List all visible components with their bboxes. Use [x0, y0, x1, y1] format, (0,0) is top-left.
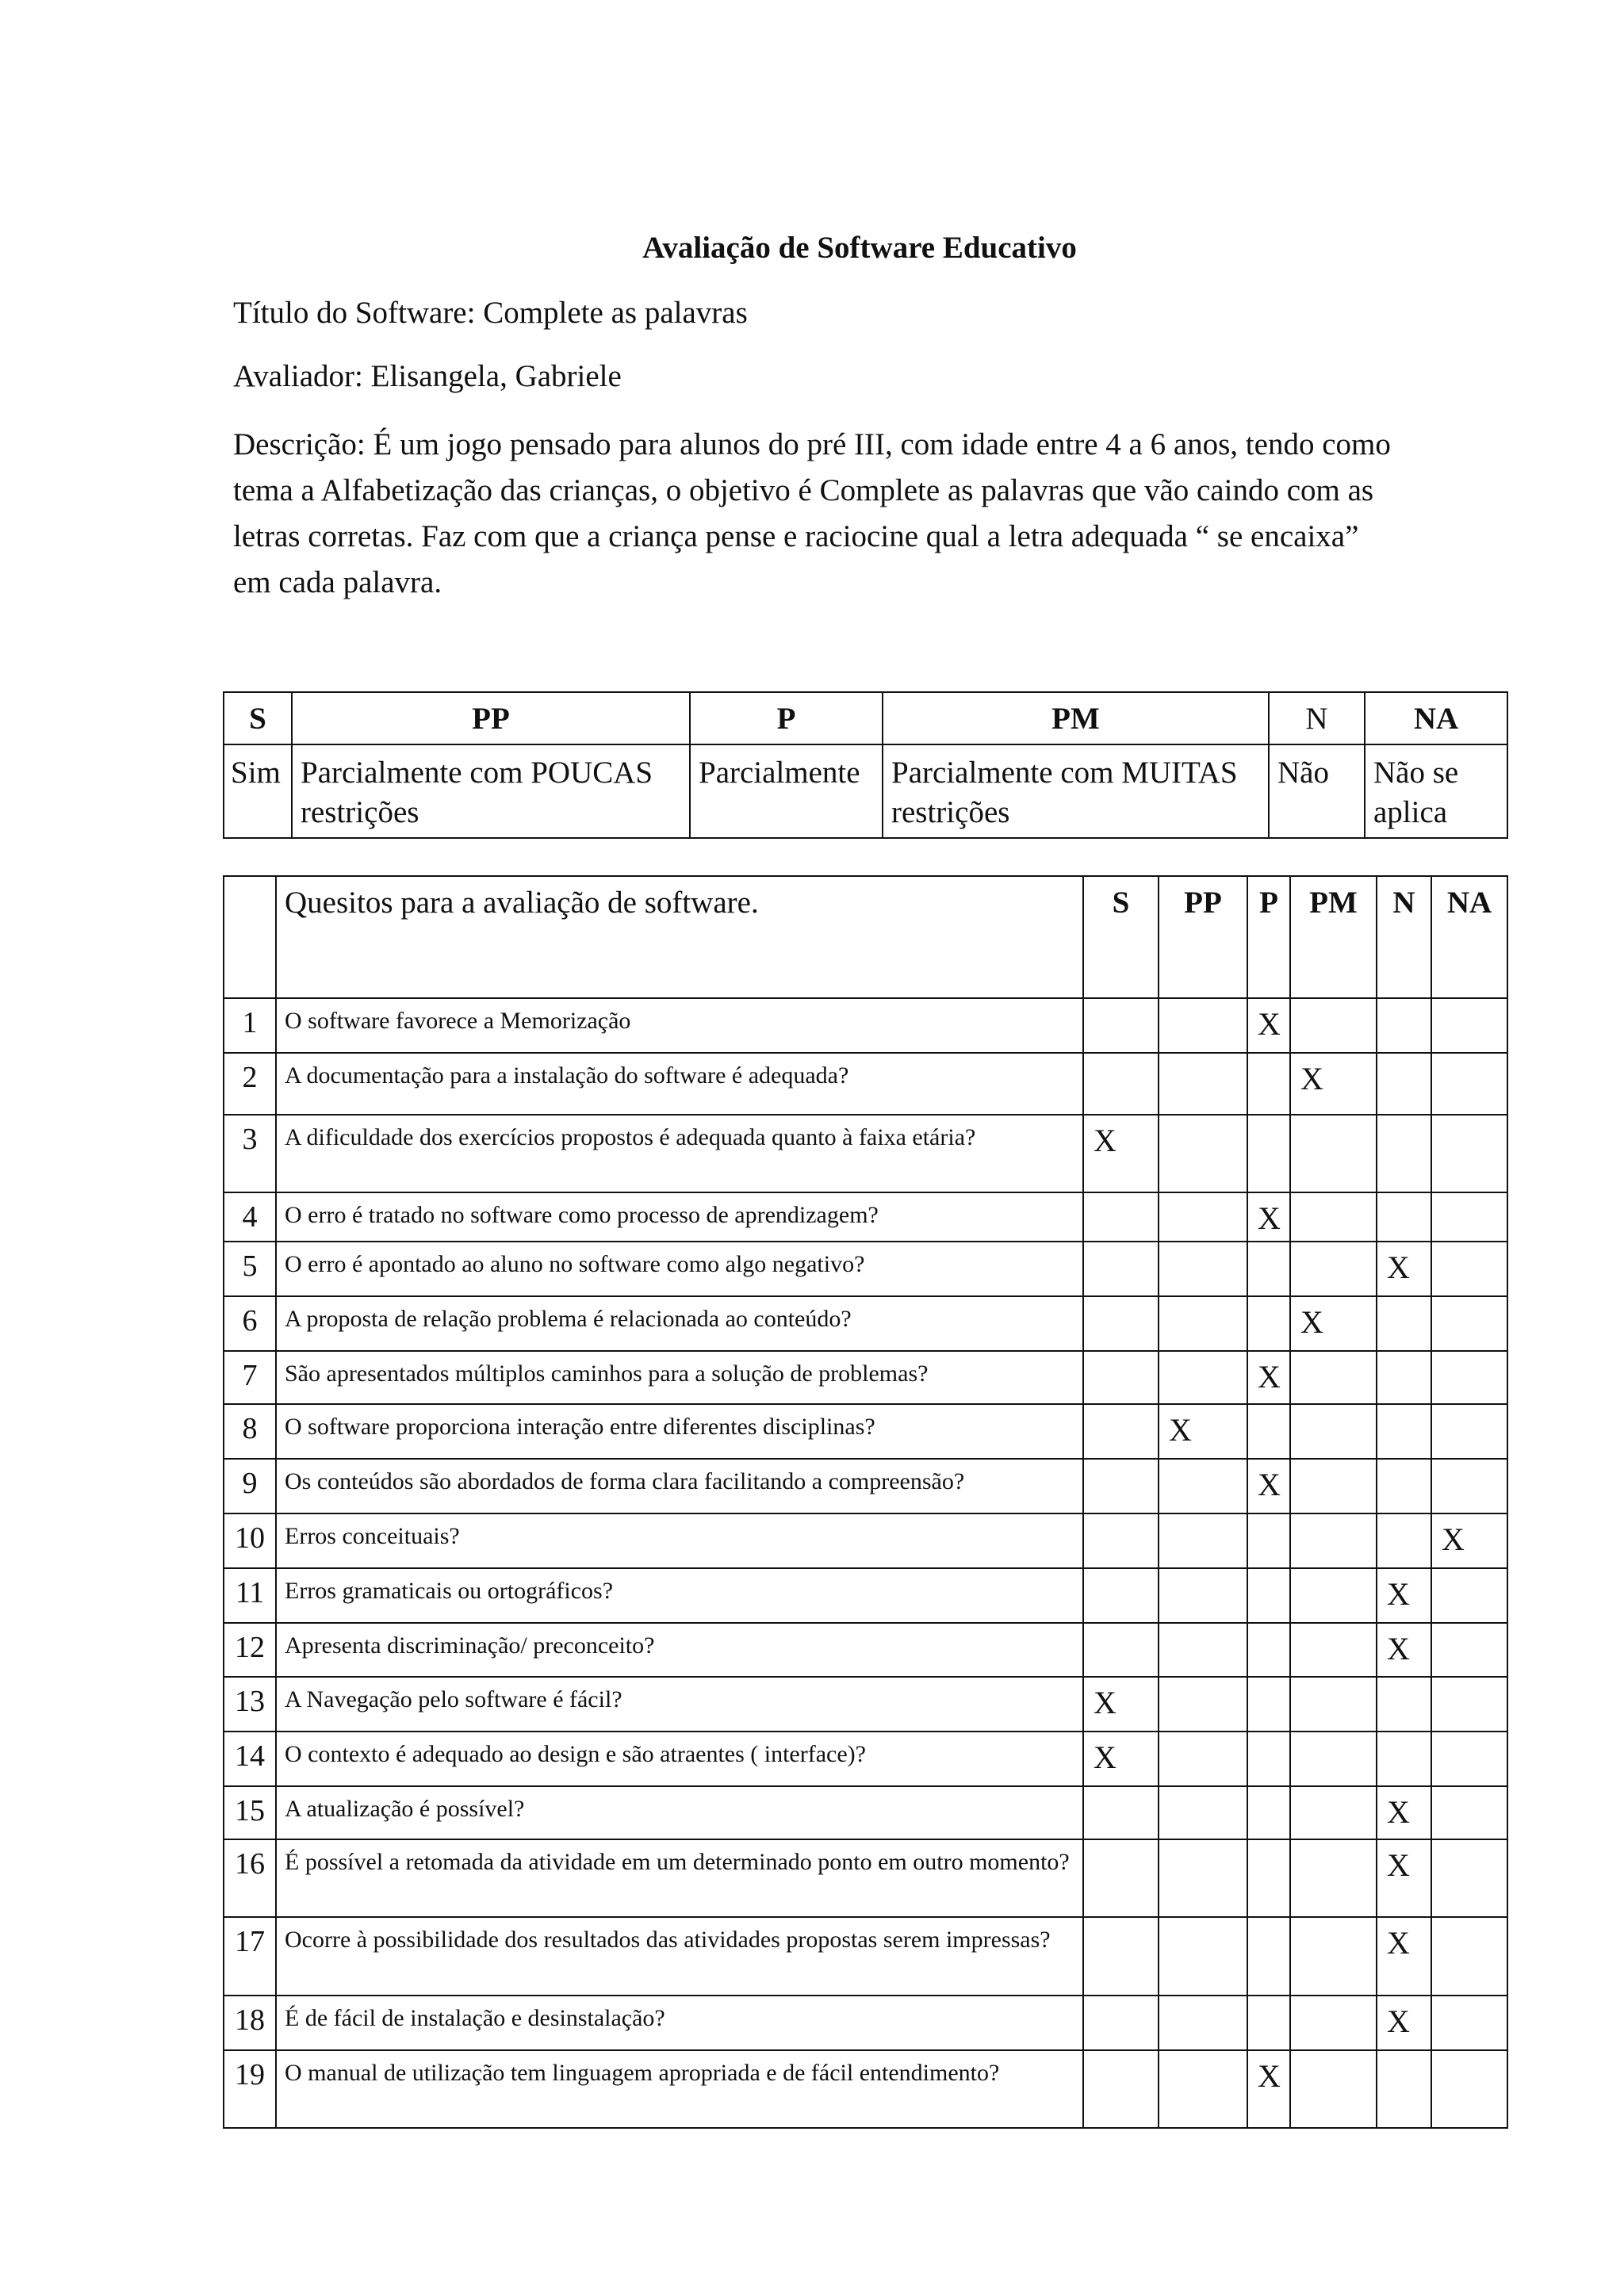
- description-line: em cada palavra.: [233, 565, 442, 599]
- legend-table: [223, 691, 1508, 839]
- rating-cell-p: [1247, 1732, 1290, 1786]
- rating-cell-n: [1377, 1459, 1431, 1513]
- question-number: 7: [224, 1351, 276, 1404]
- table-row: [224, 2050, 1507, 2128]
- rating-cell-pm: [1290, 1242, 1377, 1296]
- question-number: 6: [224, 1296, 276, 1351]
- rating-cell-s: X: [1083, 1732, 1159, 1786]
- table-row: [224, 1623, 1507, 1677]
- rating-cell-pp: [1159, 1115, 1247, 1192]
- rating-cell-n: X: [1377, 1242, 1431, 1296]
- evaluator: Avaliador: Elisangela, Gabriele: [233, 359, 622, 393]
- rating-cell-pp: [1159, 998, 1247, 1053]
- rating-cell-na: [1431, 1786, 1507, 1839]
- rating-cell-na: [1431, 2050, 1507, 2128]
- table-row: [224, 1917, 1507, 1996]
- rating-cell-s: [1083, 1296, 1159, 1351]
- rating-cell-s: [1083, 1917, 1159, 1996]
- legend-code: NA: [1365, 692, 1507, 744]
- rating-cell-na: [1431, 1115, 1507, 1192]
- rating-cell-pp: [1159, 1242, 1247, 1296]
- rating-header-pm: PM: [1290, 876, 1377, 998]
- question-text: O software proporciona interação entre diferentes disciplinas?: [276, 1404, 1083, 1459]
- rating-cell-pm: [1290, 1786, 1377, 1839]
- rating-cell-pm: [1290, 1732, 1377, 1786]
- rating-cell-pp: [1159, 1786, 1247, 1839]
- legend-meaning: Parcialmente com MUITAS restrições: [883, 744, 1269, 838]
- rating-cell-p: X: [1247, 1351, 1290, 1404]
- legend-meaning: Parcialmente com POUCAS restrições: [292, 744, 690, 838]
- table-row: [224, 1513, 1507, 1568]
- rating-cell-pm: [1290, 1917, 1377, 1996]
- rating-cell-p: X: [1247, 998, 1290, 1053]
- rating-cell-na: [1431, 1053, 1507, 1115]
- rating-cell-s: [1083, 998, 1159, 1053]
- question-number: 10: [224, 1513, 276, 1568]
- rating-cell-n: [1377, 1677, 1431, 1732]
- rating-cell-pp: [1159, 1513, 1247, 1568]
- rating-cell-n: [1377, 1192, 1431, 1242]
- legend-code: PM: [883, 692, 1269, 744]
- rating-cell-pm: [1290, 1459, 1377, 1513]
- table-row: [224, 1996, 1507, 2050]
- rating-header-p: P: [1247, 876, 1290, 998]
- rating-cell-pm: [1290, 1192, 1377, 1242]
- legend-meaning: Não: [1269, 744, 1365, 838]
- rating-cell-n: X: [1377, 1568, 1431, 1623]
- rating-cell-pm: [1290, 2050, 1377, 2128]
- rating-cell-pm: [1290, 998, 1377, 1053]
- rating-cell-s: [1083, 1351, 1159, 1404]
- rating-cell-n: [1377, 1732, 1431, 1786]
- rating-cell-n: [1377, 1296, 1431, 1351]
- rating-cell-p: [1247, 1053, 1290, 1115]
- table-row: [224, 1404, 1507, 1459]
- question-text: A Navegação pelo software é fácil?: [276, 1677, 1083, 1732]
- rating-header-na: NA: [1431, 876, 1507, 998]
- rating-cell-p: [1247, 1568, 1290, 1623]
- question-text: A documentação para a instalação do software é adequada?: [276, 1053, 1083, 1115]
- question-text: A atualização é possível?: [276, 1786, 1083, 1839]
- table-row: [224, 1459, 1507, 1513]
- rating-cell-n: [1377, 1351, 1431, 1404]
- question-text: Erros conceituais?: [276, 1513, 1083, 1568]
- rating-cell-p: [1247, 1623, 1290, 1677]
- question-text: Os conteúdos são abordados de forma clara facilitando a compreensão?: [276, 1459, 1083, 1513]
- table-row: [224, 1351, 1507, 1404]
- rating-cell-n: [1377, 1404, 1431, 1459]
- rating-cell-pp: [1159, 1677, 1247, 1732]
- question-text: Erros gramaticais ou ortográficos?: [276, 1568, 1083, 1623]
- question-number: 9: [224, 1459, 276, 1513]
- rating-cell-s: [1083, 1839, 1159, 1917]
- rating-cell-pm: [1290, 1623, 1377, 1677]
- question-number: 18: [224, 1996, 276, 2050]
- rating-cell-p: [1247, 1404, 1290, 1459]
- rating-cell-p: [1247, 1839, 1290, 1917]
- question-header: Quesitos para a avaliação de software.: [276, 876, 1083, 998]
- rating-cell-p: [1247, 1917, 1290, 1996]
- rating-cell-pm: [1290, 1404, 1377, 1459]
- question-text: O erro é apontado ao aluno no software como algo negativo?: [276, 1242, 1083, 1296]
- rating-cell-s: [1083, 2050, 1159, 2128]
- question-number: 12: [224, 1623, 276, 1677]
- rating-cell-s: [1083, 1513, 1159, 1568]
- rating-cell-p: [1247, 1513, 1290, 1568]
- question-text: A proposta de relação problema é relacionada ao conteúdo?: [276, 1296, 1083, 1351]
- rating-cell-na: [1431, 1404, 1507, 1459]
- rating-cell-na: [1431, 1917, 1507, 1996]
- rating-cell-na: [1431, 1732, 1507, 1786]
- description-line: letras corretas. Faz com que a criança pense e raciocine qual a letra adequada “ se encaixa”: [233, 519, 1359, 553]
- question-number: 19: [224, 2050, 276, 2128]
- rating-cell-pp: [1159, 1568, 1247, 1623]
- table-row: [224, 1296, 1507, 1351]
- rating-cell-n: [1377, 2050, 1431, 2128]
- table-row: [224, 1786, 1507, 1839]
- rating-cell-na: [1431, 998, 1507, 1053]
- rating-cell-n: X: [1377, 1839, 1431, 1917]
- legend-code: N: [1269, 692, 1365, 744]
- rating-cell-s: [1083, 1568, 1159, 1623]
- rating-cell-s: [1083, 1053, 1159, 1115]
- rating-cell-n: X: [1377, 1623, 1431, 1677]
- table-row: [224, 1192, 1507, 1242]
- legend-meaning-row: [224, 744, 1507, 838]
- rating-cell-pp: [1159, 2050, 1247, 2128]
- rating-cell-s: [1083, 1459, 1159, 1513]
- question-text: Apresenta discriminação/ preconceito?: [276, 1623, 1083, 1677]
- question-number: 5: [224, 1242, 276, 1296]
- rating-cell-p: X: [1247, 2050, 1290, 2128]
- question-number: 16: [224, 1839, 276, 1917]
- question-text: O manual de utilização tem linguagem apropriada e de fácil entendimento?: [276, 2050, 1083, 2128]
- page-title: Avaliação de Software Educativo: [642, 231, 1077, 265]
- question-number: 13: [224, 1677, 276, 1732]
- rating-cell-pp: [1159, 1623, 1247, 1677]
- rating-cell-na: [1431, 1839, 1507, 1917]
- legend-code: P: [690, 692, 883, 744]
- rating-cell-pm: X: [1290, 1296, 1377, 1351]
- rating-cell-na: [1431, 1623, 1507, 1677]
- question-number: 3: [224, 1115, 276, 1192]
- legend-meaning: Parcialmente: [690, 744, 883, 838]
- rating-cell-na: [1431, 1996, 1507, 2050]
- rating-cell-pm: [1290, 1568, 1377, 1623]
- table-row: [224, 1115, 1507, 1192]
- rating-header-n: N: [1377, 876, 1431, 998]
- rating-cell-na: [1431, 1459, 1507, 1513]
- rating-cell-pp: X: [1159, 1404, 1247, 1459]
- rating-cell-na: [1431, 1568, 1507, 1623]
- rating-cell-p: [1247, 1242, 1290, 1296]
- question-number: 8: [224, 1404, 276, 1459]
- question-text: O erro é tratado no software como processo de aprendizagem?: [276, 1192, 1083, 1242]
- question-number: 15: [224, 1786, 276, 1839]
- rating-cell-pm: [1290, 1677, 1377, 1732]
- rating-cell-p: [1247, 1996, 1290, 2050]
- rating-cell-pp: [1159, 1351, 1247, 1404]
- table-row: [224, 1242, 1507, 1296]
- question-text: O software favorece a Memorização: [276, 998, 1083, 1053]
- evaluation-header-row: [224, 876, 1507, 998]
- rating-cell-pp: [1159, 1296, 1247, 1351]
- table-row: [224, 1053, 1507, 1115]
- rating-cell-p: X: [1247, 1192, 1290, 1242]
- rating-header-s: S: [1083, 876, 1159, 998]
- table-row: [224, 1839, 1507, 1917]
- rating-cell-pp: [1159, 1732, 1247, 1786]
- evaluation-body: [224, 998, 1507, 2128]
- legend-code: S: [224, 692, 292, 744]
- rating-cell-p: X: [1247, 1459, 1290, 1513]
- rating-cell-n: [1377, 1513, 1431, 1568]
- software-title: Título do Software: Complete as palavras: [233, 296, 748, 330]
- question-text: A dificuldade dos exercícios propostos é adequada quanto à faixa etária?: [276, 1115, 1083, 1192]
- rating-cell-n: [1377, 1053, 1431, 1115]
- legend-code-row: [224, 692, 1507, 744]
- rating-cell-s: X: [1083, 1677, 1159, 1732]
- question-text: É possível a retomada da atividade em um determinado ponto em outro momento?: [276, 1839, 1083, 1917]
- description-line: tema a Alfabetização das crianças, o objetivo é Complete as palavras que vão caindo com as: [233, 473, 1374, 507]
- rating-cell-na: X: [1431, 1513, 1507, 1568]
- rating-cell-s: [1083, 1242, 1159, 1296]
- legend-meaning: Sim: [224, 744, 292, 838]
- rating-cell-s: [1083, 1996, 1159, 2050]
- rating-cell-s: [1083, 1623, 1159, 1677]
- rating-cell-pm: [1290, 1996, 1377, 2050]
- rating-cell-pp: [1159, 1459, 1247, 1513]
- question-number: 14: [224, 1732, 276, 1786]
- question-number: 2: [224, 1053, 276, 1115]
- evaluation-table: [223, 875, 1508, 2129]
- description: [233, 422, 1486, 606]
- question-number: 4: [224, 1192, 276, 1242]
- rating-cell-pm: [1290, 1115, 1377, 1192]
- legend-code: PP: [292, 692, 690, 744]
- rating-cell-pp: [1159, 1917, 1247, 1996]
- rating-cell-na: [1431, 1677, 1507, 1732]
- rating-cell-p: [1247, 1296, 1290, 1351]
- rating-cell-pm: [1290, 1839, 1377, 1917]
- rating-cell-s: [1083, 1192, 1159, 1242]
- table-row: [224, 1568, 1507, 1623]
- rating-cell-na: [1431, 1296, 1507, 1351]
- rating-cell-n: X: [1377, 1917, 1431, 1996]
- rating-cell-pm: X: [1290, 1053, 1377, 1115]
- table-row: [224, 1677, 1507, 1732]
- rating-cell-pp: [1159, 1839, 1247, 1917]
- rating-cell-pp: [1159, 1192, 1247, 1242]
- rating-header-pp: PP: [1159, 876, 1247, 998]
- legend-meaning: Não se aplica: [1365, 744, 1507, 838]
- table-row: [224, 1732, 1507, 1786]
- rating-cell-n: [1377, 1115, 1431, 1192]
- rating-cell-pm: [1290, 1351, 1377, 1404]
- question-text: Ocorre à possibilidade dos resultados das atividades propostas serem impressas?: [276, 1917, 1083, 1996]
- number-header: [224, 876, 276, 998]
- question-text: São apresentados múltiplos caminhos para a solução de problemas?: [276, 1351, 1083, 1404]
- rating-cell-s: X: [1083, 1115, 1159, 1192]
- question-number: 17: [224, 1917, 276, 1996]
- rating-cell-na: [1431, 1242, 1507, 1296]
- rating-cell-n: X: [1377, 1996, 1431, 2050]
- rating-cell-pp: [1159, 1053, 1247, 1115]
- rating-cell-pp: [1159, 1996, 1247, 2050]
- table-row: [224, 998, 1507, 1053]
- question-number: 1: [224, 998, 276, 1053]
- description-line: Descrição: É um jogo pensado para alunos do pré III, com idade entre 4 a 6 anos, tendo como: [233, 427, 1391, 461]
- rating-cell-s: [1083, 1786, 1159, 1839]
- rating-cell-p: [1247, 1786, 1290, 1839]
- rating-cell-p: [1247, 1677, 1290, 1732]
- rating-cell-n: X: [1377, 1786, 1431, 1839]
- rating-cell-na: [1431, 1351, 1507, 1404]
- rating-cell-na: [1431, 1192, 1507, 1242]
- question-text: É de fácil de instalação e desinstalação?: [276, 1996, 1083, 2050]
- rating-cell-s: [1083, 1404, 1159, 1459]
- rating-cell-pm: [1290, 1513, 1377, 1568]
- rating-cell-n: [1377, 998, 1431, 1053]
- question-text: O contexto é adequado ao design e são atraentes ( interface)?: [276, 1732, 1083, 1786]
- question-number: 11: [224, 1568, 276, 1623]
- rating-cell-p: [1247, 1115, 1290, 1192]
